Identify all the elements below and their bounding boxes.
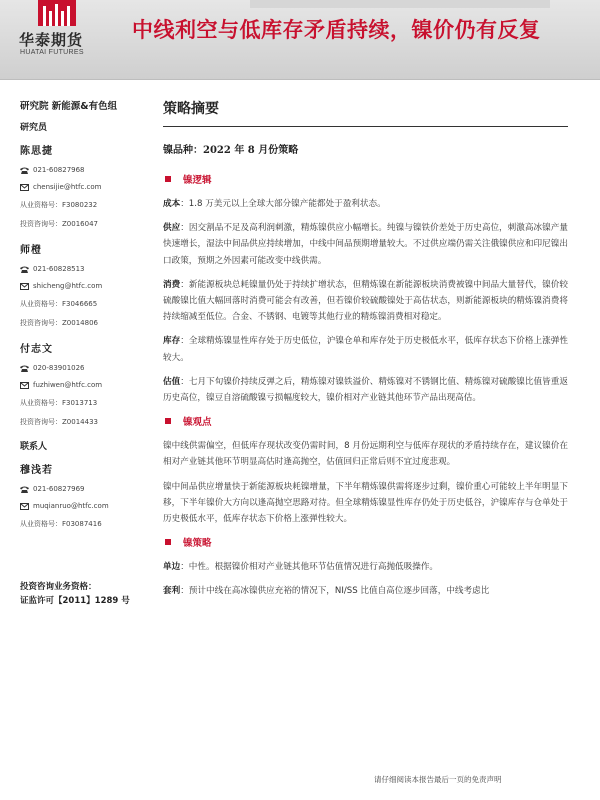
email-icon: [20, 382, 29, 389]
phone-icon: [20, 167, 29, 174]
license-number: 证监许可【2011】1289 号: [20, 596, 130, 606]
disclaimer-note: 请仔细阅读本报告最后一页的免责声明: [374, 775, 502, 784]
analyst-card: [20, 142, 145, 229]
department-label: 研究院 新能源&有色组: [20, 101, 118, 112]
phone-icon: [20, 266, 29, 273]
researcher-label: 研究员: [20, 123, 48, 133]
email-address[interactable]: fuzhiwen@htfc.com: [33, 381, 103, 389]
email-line: [20, 502, 145, 510]
analyst-sidebar: [20, 98, 145, 541]
phone-number: 020-83901026: [33, 364, 85, 372]
analyst-name: 师橙: [20, 245, 42, 256]
email-address[interactable]: muqianruo@htfc.com: [33, 502, 109, 510]
email-line: [20, 381, 145, 389]
paragraph-arbitrage: [163, 583, 568, 599]
email-icon: [20, 283, 29, 290]
section-heading-strategy: [163, 535, 568, 549]
investment-consult-number: 投资咨询号：Z0014433: [20, 418, 98, 426]
contact-name: 穆浅若: [20, 465, 53, 476]
paragraph-view-1: 镍中线供需偏空，但低库存现状改变仍需时间，8 月份远期利空与低库存现状的矛盾持续存在，建议镍价在相对产业链其他环节明显高估时逢高抛空，估值回归正常后则不宜过度悲观。: [163, 441, 568, 468]
para-label: 消费: [163, 279, 181, 290]
email-icon: [20, 184, 29, 191]
qualification-number: 从业资格号：F3046665: [20, 300, 98, 308]
logo-text-cn: 华泰期货: [19, 31, 84, 49]
para-label: 供应: [163, 223, 181, 234]
square-bullet-icon: [165, 418, 171, 424]
contact-card: [20, 461, 145, 529]
para-label: 套利: [163, 586, 181, 597]
title-divider: [163, 126, 568, 127]
para-label: 单边: [163, 562, 181, 573]
report-headline: 中线利空与低库存矛盾持续，镍价仍有反复: [132, 18, 541, 42]
logo-text-en: HUATAI FUTURES: [20, 49, 84, 56]
section-title: 镍逻辑: [183, 175, 212, 186]
square-bullet-icon: [165, 539, 171, 545]
section-title: 镍观点: [183, 417, 212, 429]
para-text: ：1.8 万美元以上全球大部分镍产能都处于盈利状态。: [180, 199, 386, 209]
para-label: 库存: [163, 336, 181, 347]
phone-line: [20, 265, 145, 273]
page-title: 策略摘要: [163, 101, 219, 117]
para-text: ：因交割品不足及高利润刺激，精炼镍供应小幅增长。纯镍与镍铁价差处于历史高位，刺激高冰镍产量快速增长，湿法中间品供应持续增加，中线中间品预期增量较大。不过供应端仍需关注俄镍供应和印尼镍出口政策，预期之外因素可能改变中线供需。: [163, 223, 568, 266]
para-text: ：预计中线在高冰镍供应充裕的情况下，NI/SS 比值自高位逐步回落，中线考虑比: [180, 586, 490, 597]
analyst-name: 陈思捷: [20, 146, 53, 157]
header-top-strip: [250, 0, 550, 8]
investment-consult-number: 投资咨询号：Z0016047: [20, 220, 98, 228]
para-text: ：新能源板块总耗镍量仍处于持续扩增状态，但精炼镍在新能源板块消费被镍中间品大量替代，镍价较硫酸镍比值大幅回落时消费可能会有改善，但若镍价较硫酸镍处于高估状态，则新能源板块的精炼镍消费将持续缩减至低位。合金、不锈钢、电镀等其他行业的精炼镍消费相对稳定。: [163, 279, 568, 323]
report-header: [0, 0, 600, 80]
paragraph-consumption: [163, 277, 568, 326]
email-line: [20, 183, 145, 191]
square-bullet-icon: [165, 176, 171, 182]
section-title: 镍策略: [183, 538, 212, 550]
qualification-number: 从业资格号：F3013713: [20, 399, 98, 407]
contact-label: 联系人: [20, 442, 48, 452]
phone-icon: [20, 486, 29, 493]
para-text: ：中性。根据镍价相对产业链其他环节估值情况进行高抛低吸操作。: [180, 562, 439, 573]
variety-heading: 镍品种：2022 年 8 月份策略: [163, 145, 299, 156]
email-address[interactable]: chensijie@htfc.com: [33, 183, 102, 191]
analyst-name: 付志文: [20, 344, 53, 355]
phone-number: 021-60827968: [33, 166, 85, 174]
phone-number: 021-60828513: [33, 265, 85, 273]
phone-line: [20, 166, 145, 174]
paragraph-cost: [163, 196, 568, 212]
phone-icon: [20, 365, 29, 372]
license-label: 投资咨询业务资格：: [20, 582, 97, 592]
qualification-number: 从业资格号：F03087416: [20, 520, 102, 528]
email-icon: [20, 503, 29, 510]
phone-line: [20, 364, 145, 372]
license-block: [20, 580, 150, 608]
phone-line: [20, 485, 145, 493]
paragraph-supply: [163, 220, 568, 269]
analyst-card: [20, 340, 145, 427]
paragraph-view-2: 镍中间品供应增量快于新能源板块耗镍增量，下半年精炼镍供需将逐步过剩，镍价重心可能较上半年明显下移，下半年镍价大方向以逢高抛空思路对待。但全球精炼镍显性库存仍处于历史低谷，沪镍库存与仓单处于历史极低水平，低库存状态下价格上涨弹性较大。: [163, 481, 568, 525]
section-heading-logic: [163, 172, 568, 186]
analyst-card: [20, 241, 145, 328]
para-text: ：全球精炼镍显性库存处于历史低位，沪镍仓单和库存处于历史极低水平，低库存状态下价格上涨弹性较大。: [163, 336, 568, 363]
strategy-summary: [163, 98, 568, 608]
paragraph-valuation: [163, 374, 568, 406]
para-label: 估值: [163, 376, 181, 387]
paragraph-inventory: [163, 333, 568, 365]
phone-number: 021-60827969: [33, 485, 85, 493]
paragraph-single-side: [163, 559, 568, 575]
huatai-logo-icon: [38, 0, 76, 26]
para-text: ：七月下旬镍价持续反弹之后，精炼镍对镍铁溢价、精炼镍对不锈钢比值、精炼镍对硫酸镍比值皆重返历史高位，镍豆自溶硫酸镍亏损幅度较大，镍价相对产业链其他环节产品出现高估。: [163, 376, 568, 404]
section-heading-view: [163, 414, 568, 428]
email-address[interactable]: shicheng@htfc.com: [33, 282, 103, 290]
email-line: [20, 282, 145, 290]
para-label: 成本: [163, 199, 181, 209]
qualification-number: 从业资格号：F3080232: [20, 201, 98, 209]
investment-consult-number: 投资咨询号：Z0014806: [20, 319, 98, 327]
